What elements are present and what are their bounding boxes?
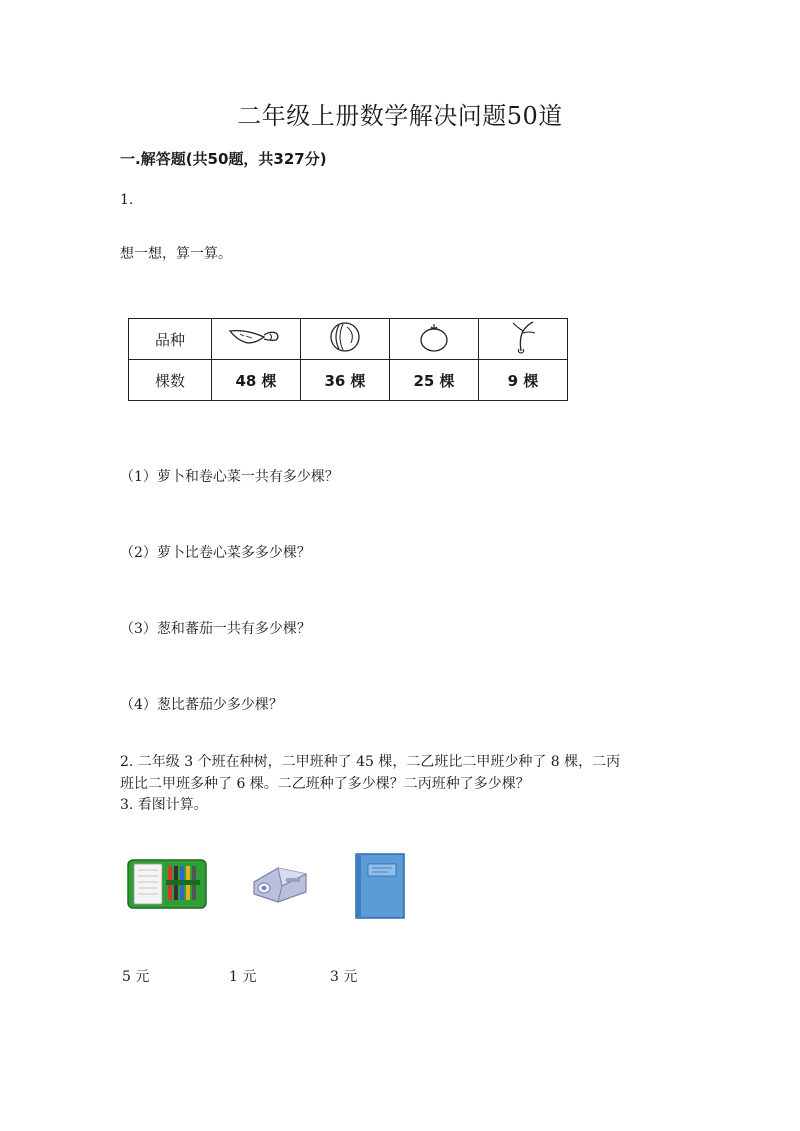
cabbage-icon — [301, 319, 390, 360]
question-2-line-2: 班比二甲班多种了 6 棵。二乙班种了多少棵？二丙班种了多少棵？ — [120, 776, 530, 792]
notebook-icon — [354, 852, 406, 924]
carrot-icon — [212, 319, 301, 360]
pencil-case-icon — [126, 854, 208, 914]
table-row — [129, 360, 568, 401]
table-header-variety: 品种 — [129, 319, 212, 360]
cabbage-count: 36 棵 — [301, 360, 390, 401]
sub-question-4: （4）葱比蕃茄少多少棵？ — [120, 697, 283, 713]
pencil-sharpener-icon — [248, 858, 314, 910]
sub-question-1: （1）萝卜和卷心菜一共有多少棵？ — [120, 469, 339, 485]
table-header-count: 棵数 — [129, 360, 212, 401]
sub-question-2: （2）萝卜比卷心菜多多少棵？ — [120, 545, 311, 561]
tomato-icon — [390, 319, 479, 360]
question-3: 3. 看图计算。 — [120, 797, 208, 813]
price-notebook: 3 元 — [330, 969, 358, 985]
page-title: 二年级上册数学解决问题50道 — [237, 102, 563, 130]
tomato-count: 25 棵 — [390, 360, 479, 401]
carrot-count: 48 棵 — [212, 360, 301, 401]
question-1-prompt: 想一想，算一算。 — [120, 246, 232, 262]
question-2-line-1: 2. 二年级 3 个班在种树，二甲班种了 45 棵，二乙班比二甲班少种了 8 棵，二丙 — [120, 754, 621, 770]
price-pencil-case: 5 元 — [122, 969, 150, 985]
scallion-count: 9 棵 — [479, 360, 568, 401]
sub-question-3: （3）葱和蕃茄一共有多少棵？ — [120, 621, 311, 637]
table-row — [129, 319, 568, 360]
price-pencil-sharpener: 1 元 — [229, 969, 257, 985]
question-2 — [120, 751, 680, 795]
scallion-icon — [479, 319, 568, 360]
vegetable-table — [128, 318, 568, 401]
section-heading: 一.解答题(共50题，共327分) — [120, 150, 327, 168]
question-1-number: 1. — [120, 192, 134, 208]
